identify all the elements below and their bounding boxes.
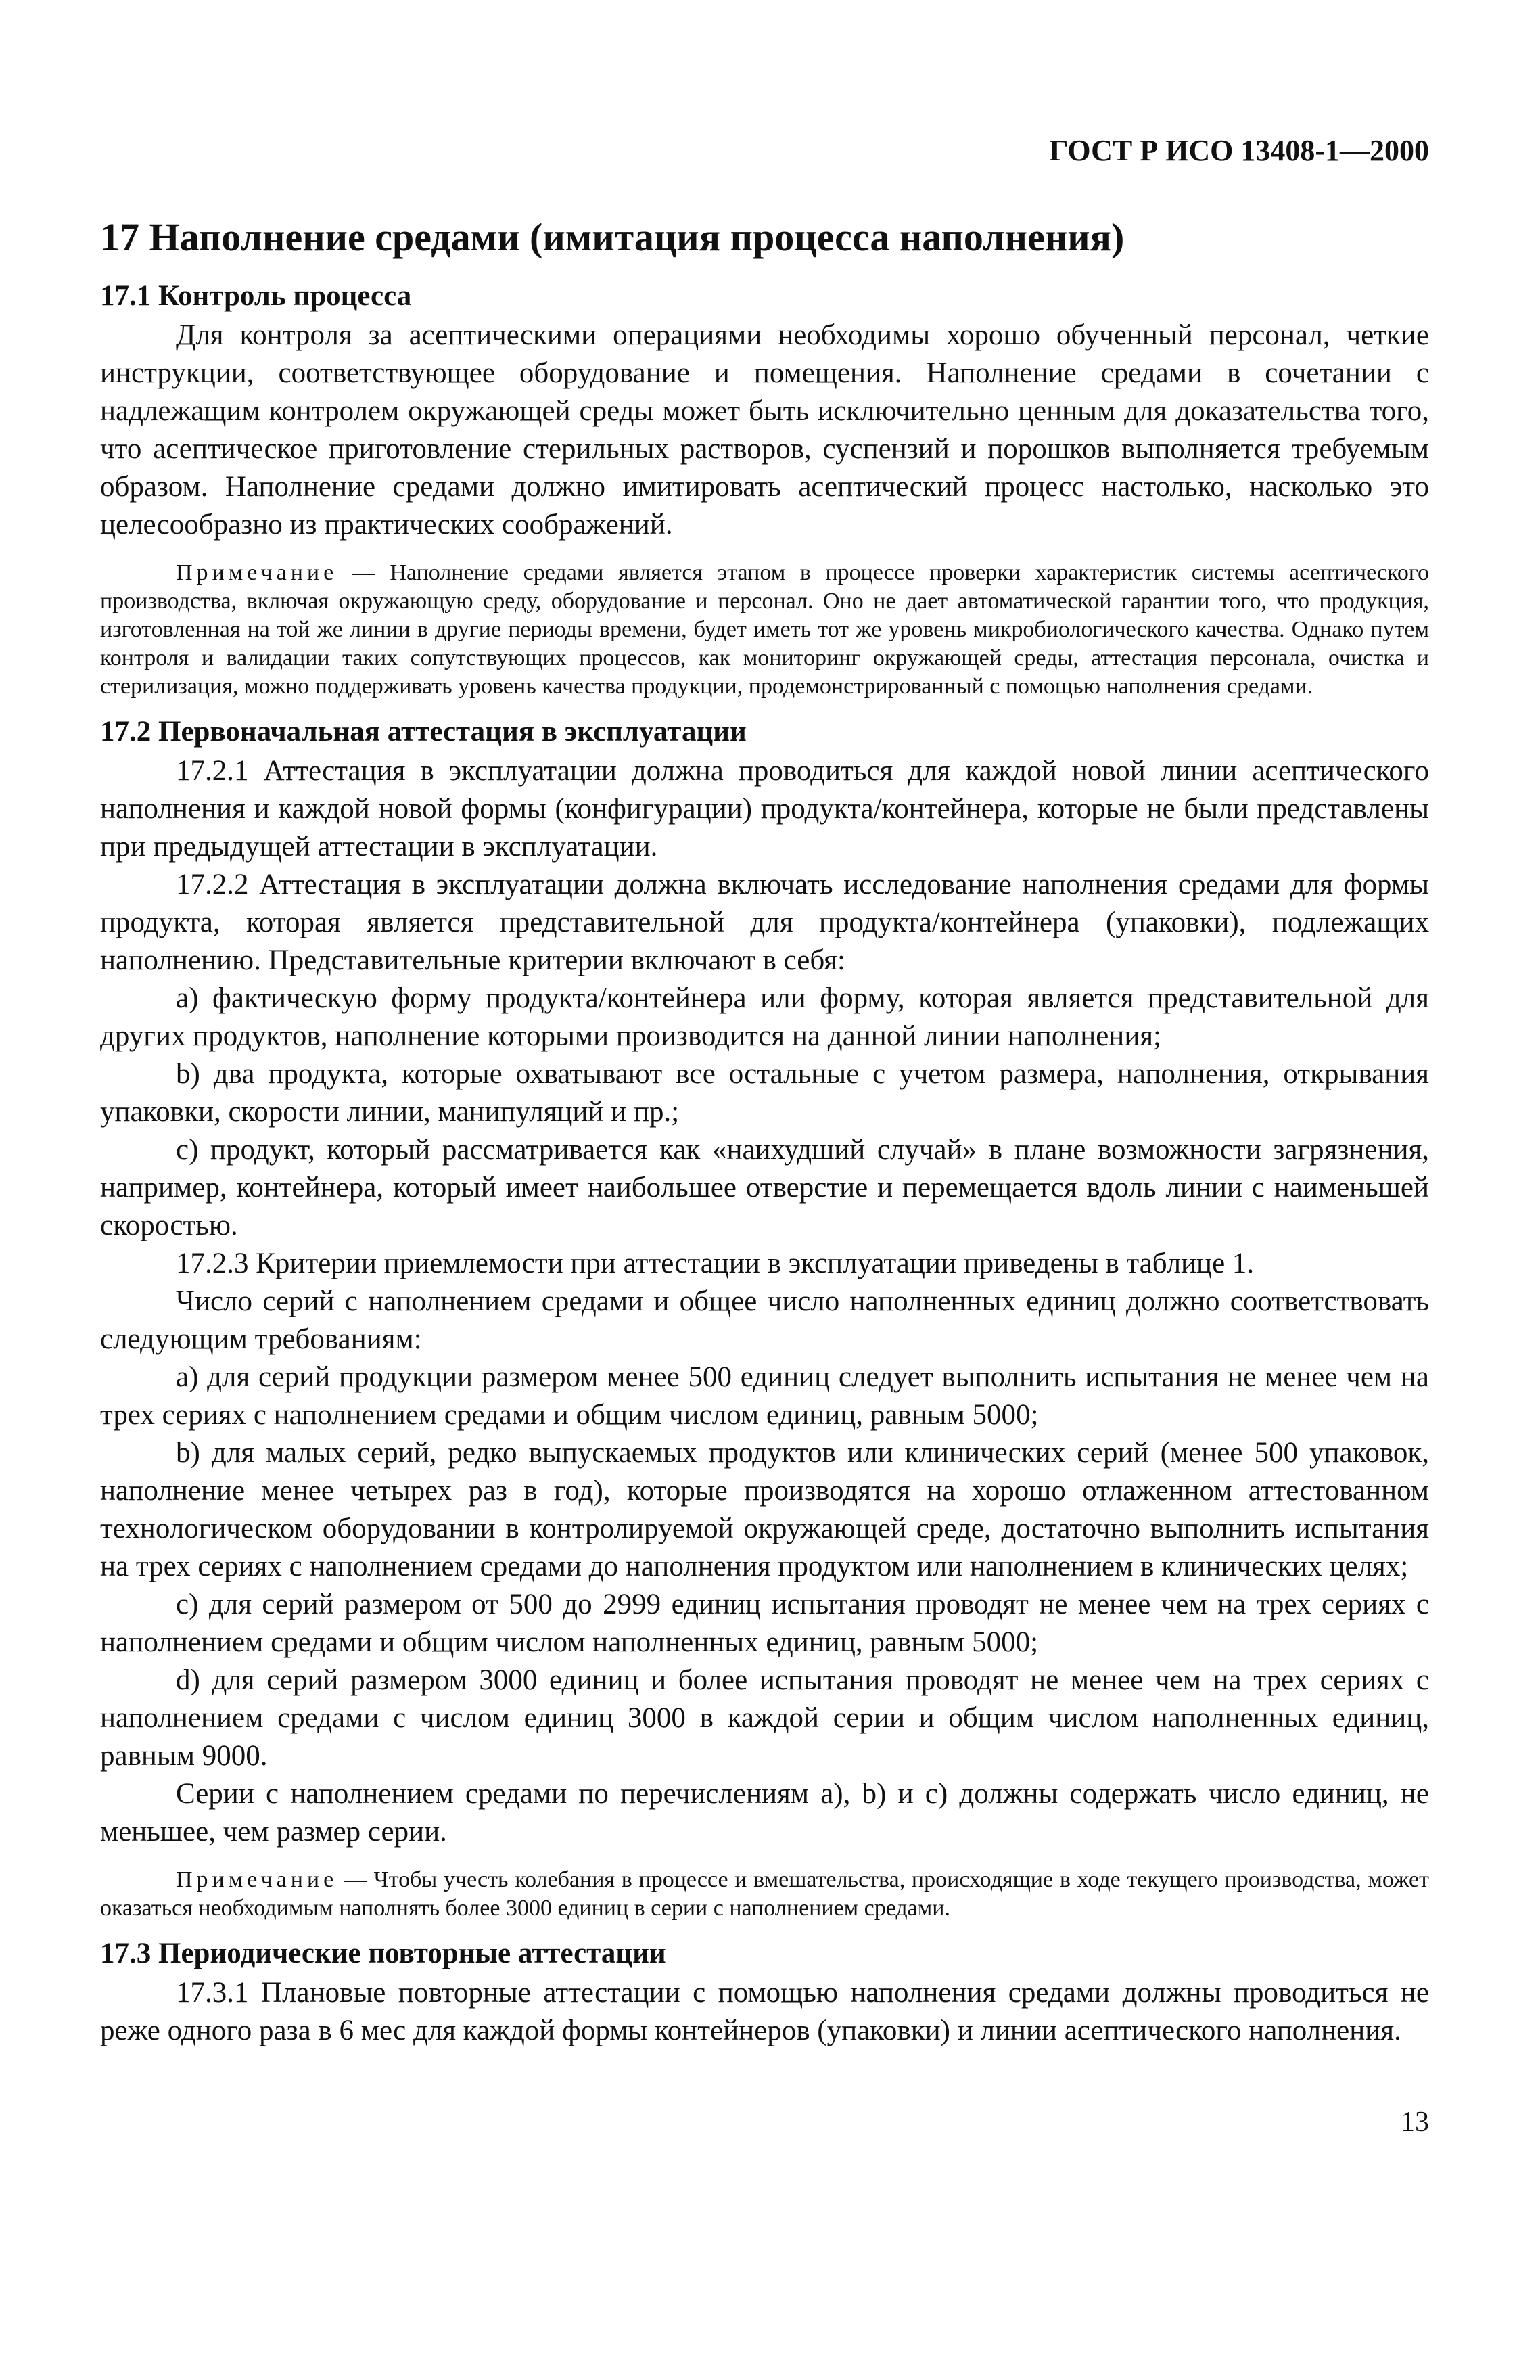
- note-text: — Чтобы учесть колебания в процессе и вмешательства, происходящие в ходе текущего производства, может оказаться необходимым наполнять более 3000 единиц в серии с наполнением средами.: [100, 1867, 1429, 1921]
- section-title: 17 Наполнение средами (имитация процесса наполнения): [100, 215, 1125, 259]
- paragraph-17-3-1: 17.3.1 Плановые повторные аттестации с помощью наполнения средами должны проводиться не реже одного раза в 6 мес для каждой формы контейнеров (упаковки) и линии асептического наполнения.: [100, 1977, 1429, 2046]
- document-code: ГОСТ Р ИСО 13408-1—2000: [1049, 134, 1429, 167]
- heading-17-1: 17.1 Контроль процесса: [100, 280, 412, 312]
- list-item-17-2-3-a: а) для серий продукции размером менее 500 единиц следует выполнить испытания не менее чем на трех сериях с наполнением средами и общим числом единиц, равным 5000;: [100, 1361, 1429, 1431]
- list-item-17-2-2-a: а) фактическую форму продукта/контейнера или форму, которая является представительной для других продуктов, наполнение которыми производится на данной линии наполнения;: [100, 982, 1429, 1052]
- paragraph-17-2-1: 17.2.1 Аттестация в эксплуатации должна проводиться для каждой новой линии асептического наполнения и каждой новой формы (конфигурации) продукта/контейнера, которые не были представлены при предыдущей аттестации в эксплуатации.: [100, 755, 1429, 863]
- paragraph-17-2-series: Серии с наполнением средами по перечислениям а), b) и с) должны содержать число единиц, не меньшее, чем размер серии.: [100, 1778, 1429, 1848]
- list-item-17-2-3-c: c) для серий размером от 500 до 2999 единиц испытания проводят не менее чем на трех сериях с наполнением средами и общим числом наполненных единиц, равным 5000;: [100, 1588, 1429, 1658]
- note-17-1: [100, 559, 1429, 701]
- paragraph-17-1: Для контроля за асептическими операциями необходимы хорошо обученный персонал, четкие инструкции, соответствующее оборудование и помещения. Наполнение средами в сочетании с надлежащим контролем окружающей среды может быть исключительно ценным для доказательства того, что асептическое приготовление стерильных растворов, суспензий и порошков выполняется требуемым образом. Наполнение средами должно имитировать асептический процесс настолько, насколько это целесообразно из практических соображений.: [100, 319, 1429, 541]
- list-item-17-2-2-b: b) два продукта, которые охватывают все остальные с учетом размера, наполнения, открывания упаковки, скорости линии, манипуляций и пр.;: [100, 1058, 1429, 1128]
- page-content: [100, 211, 1429, 2050]
- list-item-17-2-3-b: b) для малых серий, редко выпускаемых продуктов или клинических серий (менее 500 упаковок, наполнение менее четырех раз в год), которые производятся на хорошо отлаженном аттестованном технологическом оборудовании в контролируемой окружающей среде, достаточно выполнить испытания на трех сериях с наполнением средами до наполнения продуктом или наполнением в клинических целях;: [100, 1437, 1429, 1582]
- note-label: Примечание: [176, 560, 338, 585]
- list-item-17-2-3-d: d) для серий размером 3000 единиц и более испытания проводят не менее чем на трех сериях с наполнением средами с числом единиц 3000 в каждой серии и общим числом наполненных единиц, равным 9000.: [100, 1664, 1429, 1772]
- paragraph-17-2-3-count: Число серий с наполнением средами и общее число наполненных единиц должно соответствовать следующим требованиям:: [100, 1285, 1429, 1355]
- heading-17-3: 17.3 Периодические повторные аттестации: [100, 1938, 666, 1969]
- note-17-2: [100, 1866, 1429, 1923]
- note-text: — Наполнение средами является этапом в процессе проверки характеристик системы асептического производства, включая окружающую среду, оборудование и персонал. Оно не дает автоматической гарантии того, что продукция, изготовленная на той же линии в другие периоды времени, будет иметь тот же уровень микробиологического качества. Однако путем контроля и валидации таких сопутствующих процессов, как мониторинг окружающей среды, аттестация персонала, очистка и стерилизация, можно поддерживать уровень качества продукции, продемонстрированный с помощью наполнения средами.: [100, 560, 1429, 699]
- paragraph-17-2-2: 17.2.2 Аттестация в эксплуатации должна включать исследование наполнения средами для формы продукта, которая является представительной для продукта/контейнера (упаковки), подлежащих наполнению. Представительные критерии включают в себя:: [100, 869, 1429, 976]
- page-number: 13: [1401, 2107, 1429, 2138]
- heading-17-2: 17.2 Первоначальная аттестация в эксплуатации: [100, 716, 747, 748]
- paragraph-17-2-3: 17.2.3 Критерии приемлемости при аттестации в эксплуатации приведены в таблице 1.: [176, 1248, 1255, 1279]
- list-item-17-2-2-c: c) продукт, который рассматривается как «наихудший случай» в плане возможности загрязнения, например, контейнера, который имеет наибольшее отверстие и перемещается вдоль линии с наименьшей скоростью.: [100, 1134, 1429, 1241]
- note-label: Примечание: [176, 1867, 338, 1892]
